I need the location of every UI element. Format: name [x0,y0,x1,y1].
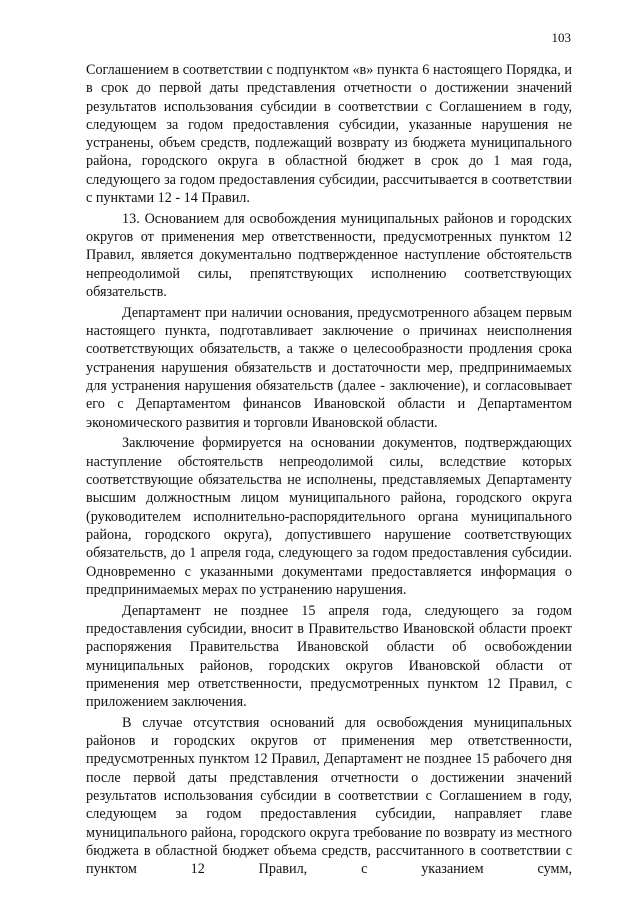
page-number: 103 [551,30,571,45]
paragraph-no-grounds: В случае отсутствия оснований для освобождения муниципальных районов и городских округов от применения мер ответственности, предусмотренных пунктом 12 Правил, Департамент не позднее 15 рабочего дня после первой даты представления отчетности о достижении значений результатов использования субсидии в соответствии с Соглашением в году, следующем за годом предоставления субсидии, направляет главе муниципального района, городского округа требование по возврату из местного бюджета в областной бюджет объема средств, рассчитанного в соответствии с пунктом 12 Правил, с указанием сумм, [86,714,572,878]
paragraph-department-conclusion: Департамент при наличии основания, предусмотренного абзацем первым настоящего пункта, подготавливает заключение о причинах неисполнения соответствующих обязательств, а также о целесообразности продления срока устранения нарушения обязательств и достаточности мер, предпринимаемых для устранения нарушения обязательств (далее - заключение), и согласовывает его с Департаментом финансов Ивановской области и Департаментом экономического развития и торговли Ивановской области. [86,304,572,431]
paragraph-continuation: Соглашением в соответствии с подпунктом «в» пункта 6 настоящего Порядка, и в срок до первой даты представления отчетности о достижении значений результатов использования субсидии в соответствии с Соглашением в году, следующем за годом предоставления субсидии, указанные нарушения не устранены, объем средств, подлежащий возврату из бюджета муниципального района, городского округа в областной бюджет в срок до 1 мая года, следующего за годом предоставления субсидии, рассчитывается в соответствии с пунктами 12 - 14 Правил. [86,62,572,207]
document-body [86,61,572,879]
paragraph-13: 13. Основанием для освобождения муниципальных районов и городских округов от применения мер ответственности, предусмотренных пунктом 12 Правил, является документально подтвержденное наступление обстоятельств непреодолимой силы, препятствующих исполнению соответствующих обязательств. [86,210,572,301]
paragraph-conclusion-formation: Заключение формируется на основании документов, подтверждающих наступление обстоятельств непреодолимой силы, вследствие которых соответствующие обязательства не исполнены, представляемых Департаменту высшим должностным лицом муниципального района, городского округа (руководителем исполнительно-распорядительного органа муниципального района, городского округа), допустившего нарушение соответствующих обязательств, до 1 апреля года, следующего за годом предоставления субсидии. Одновременно с указанными документами предоставляется информация о предпринимаемых мерах по устранению нарушения. [86,435,572,598]
paragraph-department-deadline: Департамент не позднее 15 апреля года, следующего за годом предоставления субсидии, вносит в Правительство Ивановской области проект распоряжения Правительства Ивановской области об освобождении муниципальных районов, городских округов Ивановской области от применения мер ответственности, предусмотренных пунктом 12 Правил, с приложением заключения. [86,602,572,711]
